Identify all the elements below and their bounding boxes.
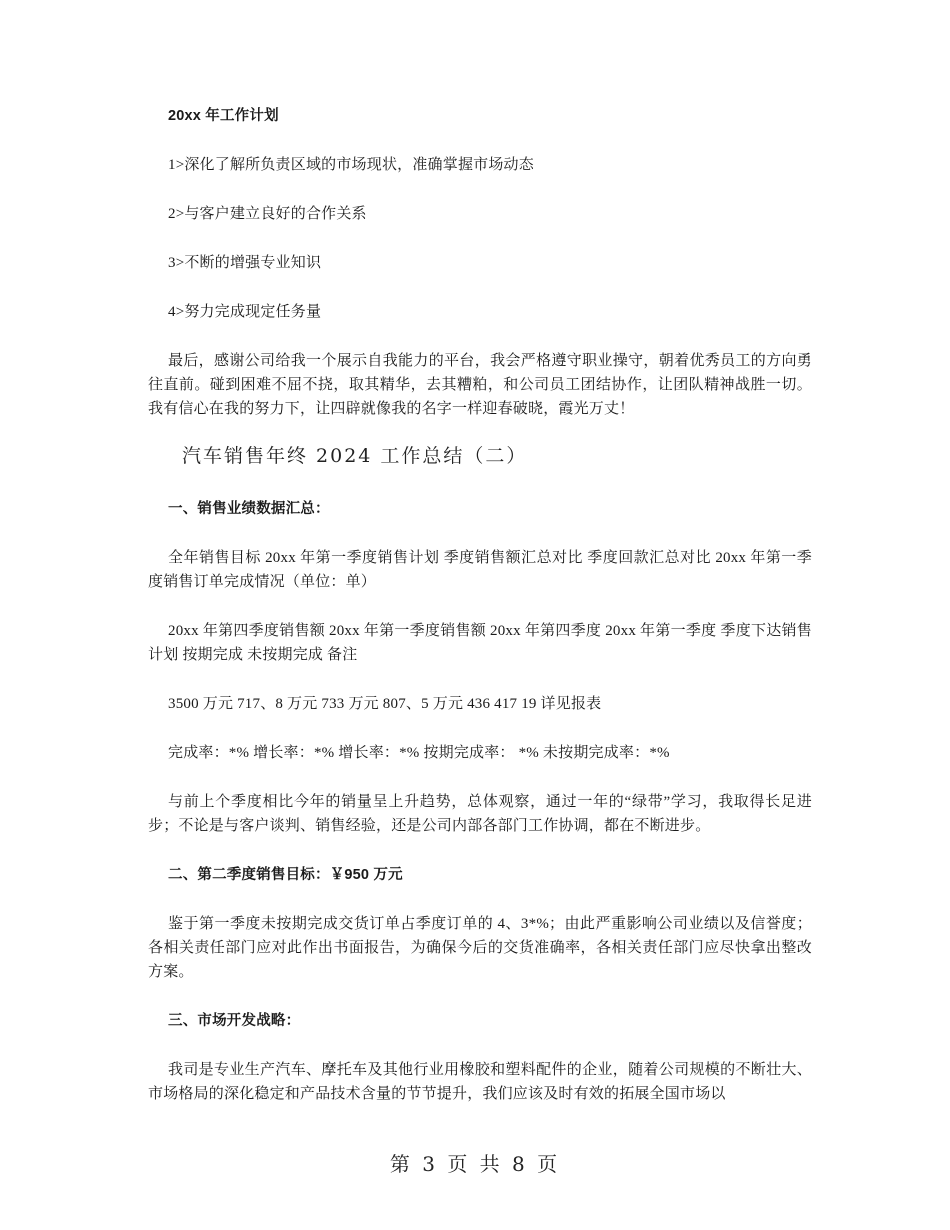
closing-paragraph: 最后，感谢公司给我一个展示自我能力的平台，我会严格遵守职业操守，朝着优秀员工的方向勇往直前。碰到困难不屈不挠，取其精华，去其糟粕，和公司员工团结协作，让团队精神战胜一切。我有信心在我的努力下，让四辟就像我的名字一样迎春破晓，霞光万丈！ bbox=[148, 353, 812, 417]
page-number-footer: 第 3 页 共 8 页 bbox=[389, 1152, 561, 1176]
plan-title: 20xx 年工作计划 bbox=[168, 108, 279, 124]
part2-title: 二、第二季度销售目标：￥950 万元 bbox=[168, 867, 403, 883]
section-heading: 汽车销售年终 2024 工作总结（二） bbox=[182, 445, 528, 467]
document-body bbox=[148, 104, 812, 1131]
part1-paragraph-3: 3500 万元 717、8 万元 733 万元 807、5 万元 436 417 19 详见报表 bbox=[168, 696, 602, 712]
part3-title: 三、市场开发战略： bbox=[168, 1013, 301, 1029]
part3-paragraph-1: 我司是专业生产汽车、摩托车及其他行业用橡胶和塑料配件的企业，随着公司规模的不断壮大、市场格局的深化稳定和产品技术含量的节节提升，我们应该及时有效的拓展全国市场以 bbox=[148, 1062, 812, 1102]
plan-item-4: 4>努力完成现定任务量 bbox=[168, 304, 322, 320]
part2-paragraph-1: 鉴于第一季度未按期完成交货订单占季度订单的 4、3*%；由此严重影响公司业绩以及信誉度；各相关责任部门应对此作出书面报告，为确保今后的交货准确率，各相关责任部门应尽快拿出整改方案。 bbox=[148, 916, 812, 980]
part1-paragraph-5: 与前上个季度相比今年的销量呈上升趋势，总体观察，通过一年的“绿带”学习，我取得长足进步；不论是与客户谈判、销售经验，还是公司内部各部门工作协调，都在不断进步。 bbox=[148, 794, 812, 834]
plan-item-1: 1>深化了解所负责区域的市场现状，准确掌握市场动态 bbox=[168, 157, 534, 173]
part1-title: 一、销售业绩数据汇总： bbox=[168, 501, 330, 517]
part1-paragraph-1: 全年销售目标 20xx 年第一季度销售计划 季度销售额汇总对比 季度回款汇总对比 20xx 年第一季度销售订单完成情况（单位：单） bbox=[148, 550, 812, 590]
part1-paragraph-2: 20xx 年第四季度销售额 20xx 年第一季度销售额 20xx 年第四季度 20xx 年第一季度 季度下达销售计划 按期完成 未按期完成 备注 bbox=[148, 623, 812, 663]
plan-item-2: 2>与客户建立良好的合作关系 bbox=[168, 206, 367, 222]
part1-paragraph-4: 完成率：*% 增长率：*% 增长率：*% 按期完成率： *% 未按期完成率：*% bbox=[168, 745, 670, 761]
plan-item-3: 3>不断的增强专业知识 bbox=[168, 255, 322, 271]
